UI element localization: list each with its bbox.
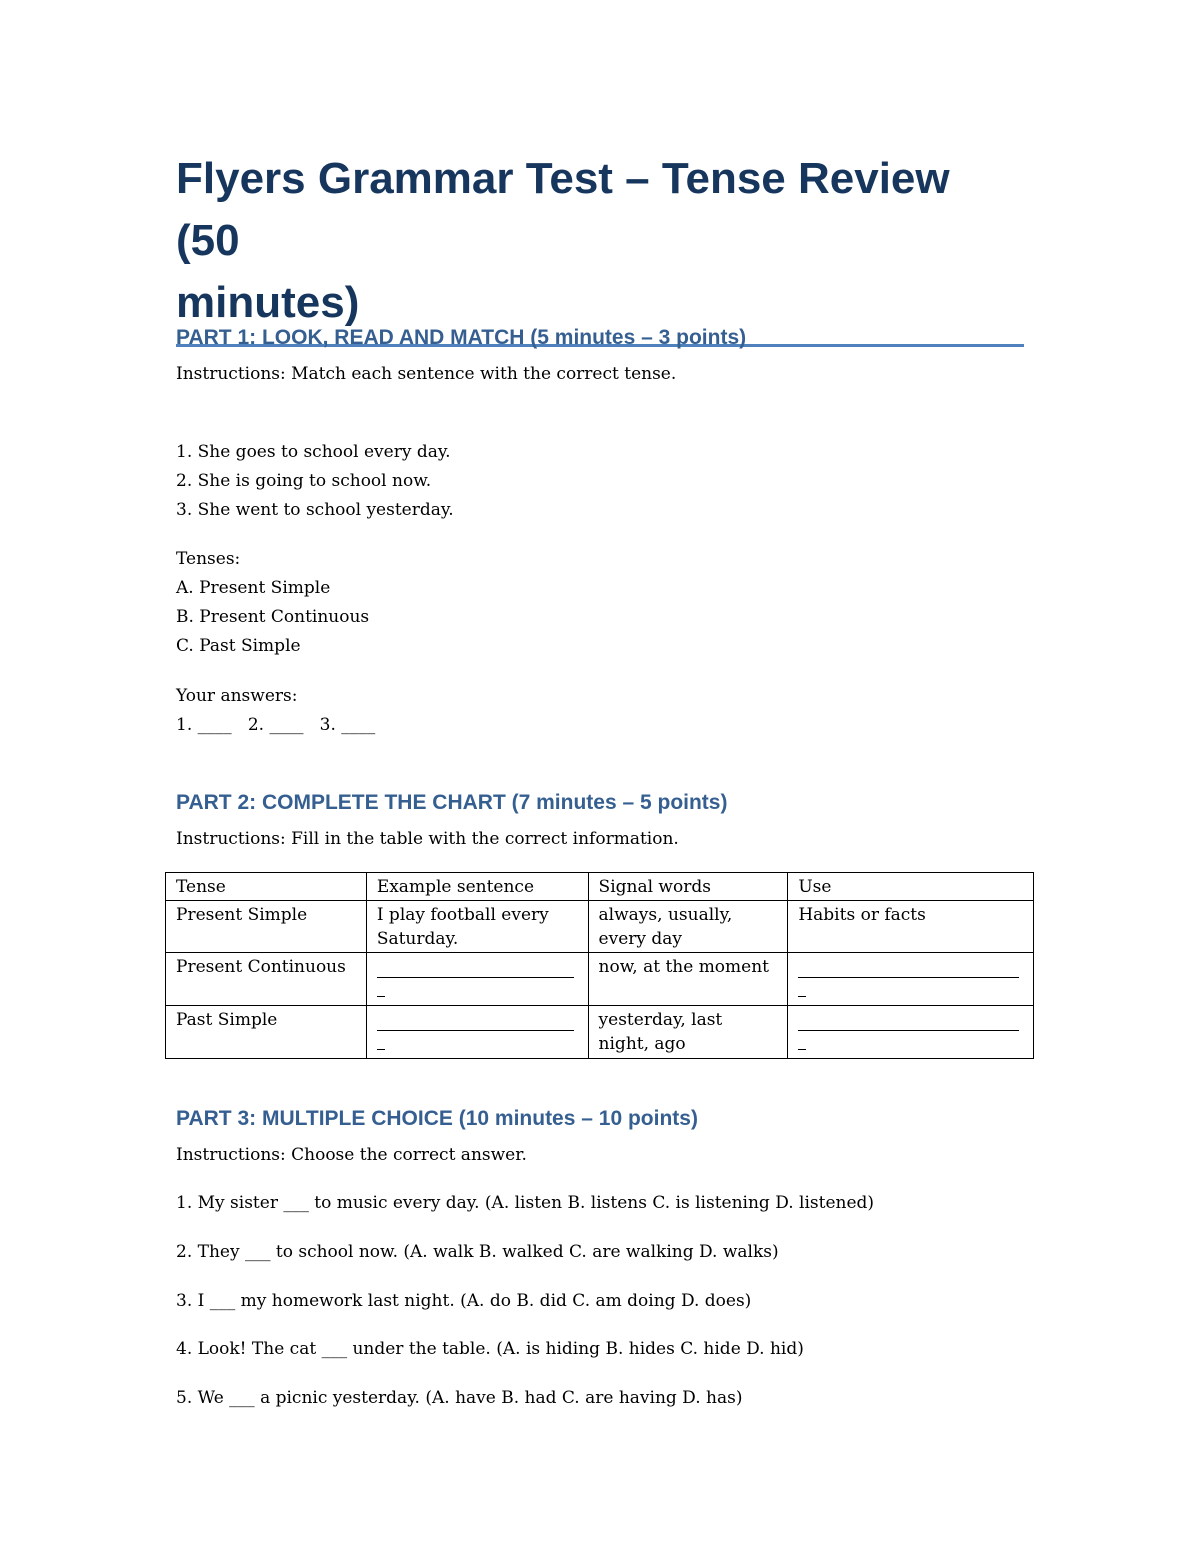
table-cell-blank[interactable] [366, 953, 588, 1006]
document-title [176, 148, 1024, 334]
fill-in-blank[interactable] [798, 1008, 1019, 1031]
fill-in-blank-tail [798, 1031, 806, 1050]
question-item: 1. My sister ___ to music every day. (A. listen B. listens C. is listening D. listened) [176, 1193, 875, 1213]
question-item: 5. We ___ a picnic yesterday. (A. have B. had C. are having D. has) [176, 1388, 743, 1408]
fill-in-blank[interactable] [798, 955, 1019, 978]
question-item: 4. Look! The cat ___ under the table. (A. is hiding B. hides C. hide D. hid) [176, 1339, 804, 1359]
table-cell: now, at the moment [588, 953, 788, 1006]
part3-instructions: Instructions: Choose the correct answer. [176, 1145, 527, 1165]
list-item: A. Present Simple [176, 578, 331, 598]
table-cell: Past Simple [166, 1006, 367, 1059]
title-line-1: Flyers Grammar Test – Tense Review (50 [176, 154, 950, 265]
part1-tense-list [176, 545, 369, 661]
table-row [166, 953, 1034, 1006]
part1-heading: PART 1: LOOK, READ AND MATCH (5 minutes – 3 points) [176, 326, 747, 349]
tenses-label: Tenses: [176, 549, 241, 569]
list-item: 3. She went to school yesterday. [176, 500, 454, 520]
fill-in-blank-tail [377, 978, 385, 997]
table-header-cell: Example sentence [366, 873, 588, 901]
part2-instructions: Instructions: Fill in the table with the correct information. [176, 829, 679, 849]
question-item: 2. They ___ to school now. (A. walk B. walked C. are walking D. walks) [176, 1242, 779, 1262]
table-header-row [166, 873, 1034, 901]
table-row [166, 901, 1034, 953]
tense-chart-table [165, 872, 1034, 1059]
table-cell: Present Continuous [166, 953, 367, 1006]
table-cell: Present Simple [166, 901, 367, 953]
table-cell-blank[interactable] [788, 953, 1034, 1006]
part1-sentence-list [176, 438, 454, 525]
fill-in-blank-tail [377, 1031, 385, 1050]
table-header-cell: Signal words [588, 873, 788, 901]
answers-label: Your answers: [176, 686, 298, 706]
fill-in-blank[interactable] [377, 1008, 574, 1031]
list-item: C. Past Simple [176, 636, 301, 656]
answers-line: 1. ____ 2. ____ 3. ____ [176, 715, 376, 735]
table-header-cell: Tense [166, 873, 367, 901]
part3-heading: PART 3: MULTIPLE CHOICE (10 minutes – 10 points) [176, 1107, 698, 1130]
table-row [166, 1006, 1034, 1059]
title-line-2: minutes) [176, 278, 360, 327]
table-cell: yesterday, last night, ago [588, 1006, 788, 1059]
document-page [176, 148, 1036, 1408]
table-cell: Habits or facts [788, 901, 1034, 953]
table-cell: I play football every Saturday. [366, 901, 588, 953]
part1-answers [176, 682, 375, 740]
fill-in-blank-tail [798, 978, 806, 997]
table-cell-blank[interactable] [788, 1006, 1034, 1059]
list-item: 1. She goes to school every day. [176, 442, 451, 462]
part1-instructions: Instructions: Match each sentence with the correct tense. [176, 364, 677, 384]
list-item: 2. She is going to school now. [176, 471, 432, 491]
fill-in-blank[interactable] [377, 955, 574, 978]
part2-heading: PART 2: COMPLETE THE CHART (7 minutes – 5 points) [176, 791, 728, 814]
table-cell: always, usually, every day [588, 901, 788, 953]
question-item: 3. I ___ my homework last night. (A. do B. did C. am doing D. does) [176, 1291, 752, 1311]
list-item: B. Present Continuous [176, 607, 370, 627]
table-cell-blank[interactable] [366, 1006, 588, 1059]
table-header-cell: Use [788, 873, 1034, 901]
